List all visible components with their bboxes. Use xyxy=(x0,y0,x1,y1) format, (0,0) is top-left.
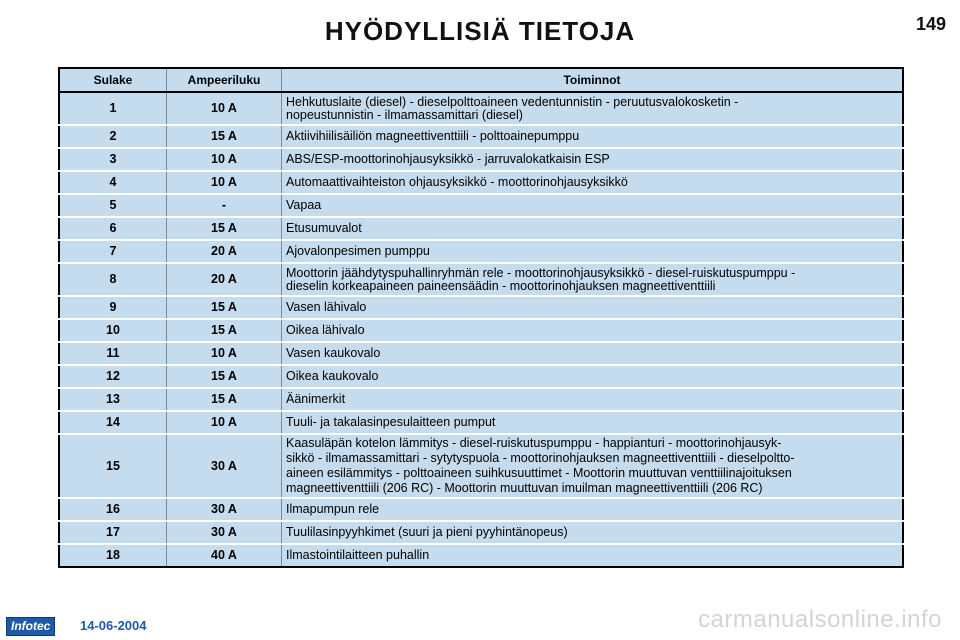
fuse-number: 14 xyxy=(59,411,167,434)
function-line: Ilmastointilaitteen puhallin xyxy=(286,548,430,562)
table-row xyxy=(59,411,903,434)
function-line: Hehkutuslaite (diesel) - dieselpolttoaineen vedentunnistin - peruutusvalokosketin - xyxy=(286,94,739,109)
table-row xyxy=(59,296,903,319)
fuse-number: 1 xyxy=(59,92,167,125)
fuse-functions xyxy=(282,263,904,296)
function-line: Tuuli- ja takalasinpesulaitteen pumput xyxy=(286,415,496,429)
table-row xyxy=(59,194,903,217)
fuse-number: 6 xyxy=(59,217,167,240)
function-line: Tuulilasinpyyhkimet (suuri ja pieni pyyhintänopeus) xyxy=(286,525,568,539)
fuse-functions xyxy=(282,544,904,567)
publisher-logo: Infotec xyxy=(6,617,55,636)
function-line: Vasen kaukovalo xyxy=(286,346,381,360)
fuse-number: 4 xyxy=(59,171,167,194)
fuse-amperage: 15 A xyxy=(167,217,282,240)
table-row xyxy=(59,319,903,342)
function-line: Ilmapumpun rele xyxy=(286,502,380,516)
table-row xyxy=(59,521,903,544)
column-header-amperage: Ampeeriluku xyxy=(167,68,282,92)
table-row xyxy=(59,388,903,411)
function-line: nopeustunnistin - ilmamassamittari (diesel) xyxy=(286,107,523,122)
fuse-functions xyxy=(282,521,904,544)
fuse-amperage: 20 A xyxy=(167,240,282,263)
function-line: dieselin korkeapaineen paineensäädin - moottorinohjauksen magneettiventtiili xyxy=(286,278,716,293)
fuse-amperage: 15 A xyxy=(167,319,282,342)
fuse-functions xyxy=(282,171,904,194)
page-number: 149 xyxy=(915,14,946,34)
table-row xyxy=(59,544,903,567)
fuse-amperage: 10 A xyxy=(167,342,282,365)
fuse-amperage: 10 A xyxy=(167,411,282,434)
fuse-number: 12 xyxy=(59,365,167,388)
fuse-amperage: 30 A xyxy=(167,498,282,521)
fuse-number: 3 xyxy=(59,148,167,171)
fuse-amperage: 20 A xyxy=(167,263,282,296)
fuse-number: 10 xyxy=(59,319,167,342)
page-title: HYÖDYLLISIÄ TIETOJA xyxy=(324,16,636,46)
fuse-number: 16 xyxy=(59,498,167,521)
table-row xyxy=(59,365,903,388)
fuse-functions xyxy=(282,498,904,521)
fuse-number: 9 xyxy=(59,296,167,319)
table-row xyxy=(59,263,903,296)
function-line: Vapaa xyxy=(286,198,322,212)
fuse-functions xyxy=(282,194,904,217)
column-header-fuse: Sulake xyxy=(59,68,167,92)
table-row xyxy=(59,125,903,148)
function-line: Kaasuläpän kotelon lämmitys - diesel-ruiskutuspumppu - happianturi - moottorinohjausyk- xyxy=(286,436,782,450)
fuse-amperage: 10 A xyxy=(167,92,282,125)
function-line: Etusumuvalot xyxy=(286,221,362,235)
fuse-number: 15 xyxy=(59,434,167,498)
function-line: Automaattivaihteiston ohjausyksikkö - moottorinohjausyksikkö xyxy=(286,175,628,189)
fuse-functions xyxy=(282,319,904,342)
watermark: carmanualsonline.info xyxy=(698,606,942,633)
fuse-functions xyxy=(282,388,904,411)
fuse-functions xyxy=(282,92,904,125)
table-row xyxy=(59,498,903,521)
function-line: magneettiventtiili (206 RC) - Moottorin muuttuvan imuilman magneettiventtiili (206 RC) xyxy=(286,481,763,495)
fuse-table xyxy=(58,67,904,568)
fuse-amperage: 10 A xyxy=(167,148,282,171)
table-header-row xyxy=(59,68,903,92)
fuse-amperage: - xyxy=(167,194,282,217)
fuse-functions xyxy=(282,217,904,240)
function-line: ABS/ESP-moottorinohjausyksikkö - jarruvalokatkaisin ESP xyxy=(286,152,610,166)
fuse-amperage: 15 A xyxy=(167,125,282,148)
fuse-table-body xyxy=(59,92,903,567)
column-header-functions: Toiminnot xyxy=(282,68,904,92)
function-line: Moottorin jäähdytyspuhallinryhmän rele - moottorinohjausyksikkö - diesel-ruiskutuspumppu - xyxy=(286,265,796,280)
fuse-functions xyxy=(282,125,904,148)
fuse-number: 17 xyxy=(59,521,167,544)
fuse-amperage: 10 A xyxy=(167,171,282,194)
fuse-functions xyxy=(282,434,904,498)
function-line: Oikea lähivalo xyxy=(286,323,365,337)
function-line: sikkö - ilmamassamittari - sytytyspuola - moottorinohjauksen magneettiventtiili - dieselpoltto- xyxy=(286,451,795,465)
fuse-number: 5 xyxy=(59,194,167,217)
table-row xyxy=(59,92,903,125)
table-row xyxy=(59,342,903,365)
fuse-number: 13 xyxy=(59,388,167,411)
fuse-number: 2 xyxy=(59,125,167,148)
fuse-functions xyxy=(282,342,904,365)
table-row xyxy=(59,171,903,194)
table-row xyxy=(59,148,903,171)
fuse-functions xyxy=(282,240,904,263)
fuse-number: 7 xyxy=(59,240,167,263)
fuse-functions xyxy=(282,296,904,319)
function-line: Ajovalonpesimen pumppu xyxy=(286,244,430,258)
fuse-amperage: 30 A xyxy=(167,521,282,544)
fuse-amperage: 30 A xyxy=(167,434,282,498)
fuse-number: 8 xyxy=(59,263,167,296)
fuse-amperage: 15 A xyxy=(167,296,282,319)
footer-date: 14-06-2004 xyxy=(80,618,147,633)
fuse-functions xyxy=(282,365,904,388)
fuse-functions xyxy=(282,148,904,171)
function-line: Äänimerkit xyxy=(286,392,346,406)
table-row xyxy=(59,434,903,498)
fuse-functions xyxy=(282,411,904,434)
fuse-number: 11 xyxy=(59,342,167,365)
fuse-amperage: 15 A xyxy=(167,388,282,411)
table-row xyxy=(59,217,903,240)
function-line: Oikea kaukovalo xyxy=(286,369,379,383)
function-line: Vasen lähivalo xyxy=(286,300,367,314)
table-row xyxy=(59,240,903,263)
function-line: aineen esilämmitys - polttoaineen suihkusuuttimet - Moottorin muuttuvan venttiilinajoituksen xyxy=(286,466,792,480)
fuse-amperage: 40 A xyxy=(167,544,282,567)
fuse-amperage: 15 A xyxy=(167,365,282,388)
fuse-number: 18 xyxy=(59,544,167,567)
function-line: Aktiivihiilisäiliön magneettiventtiili - polttoainepumppu xyxy=(286,129,580,143)
